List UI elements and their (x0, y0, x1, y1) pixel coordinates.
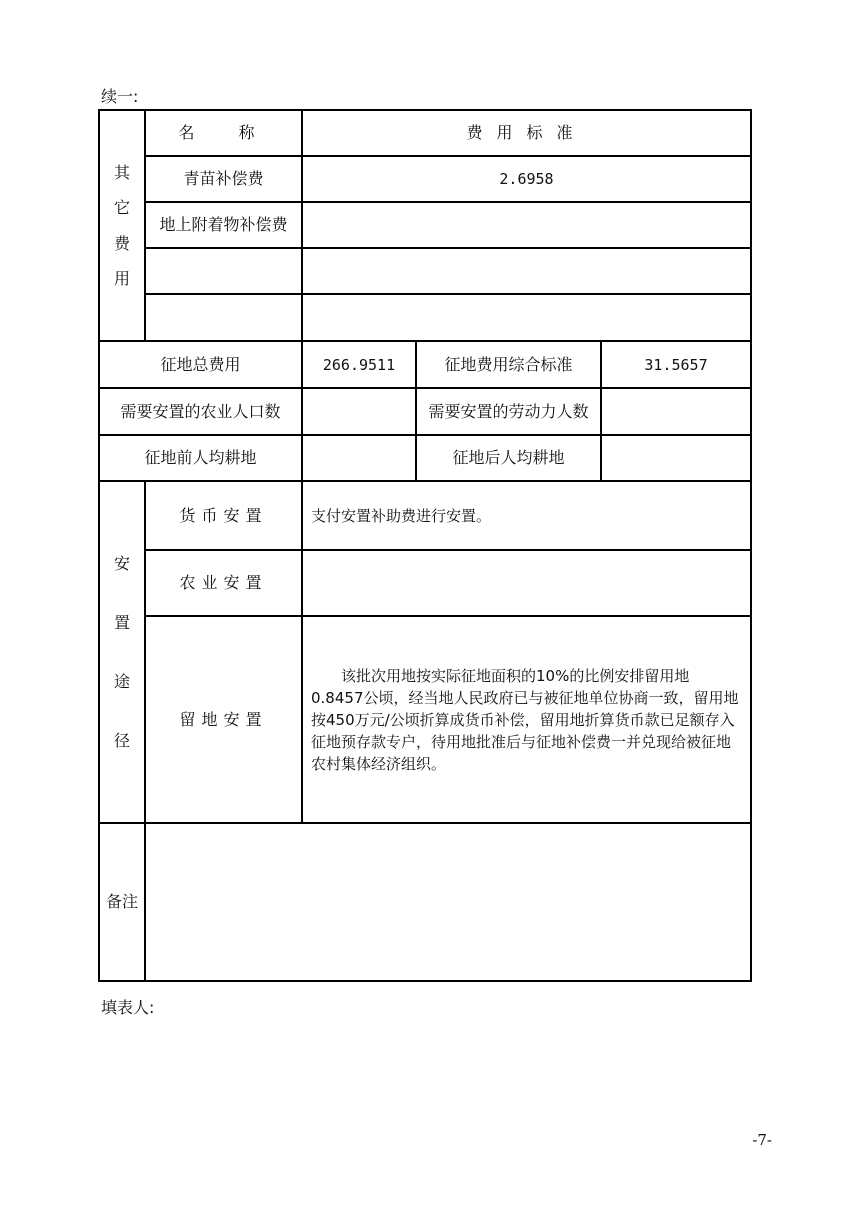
resettlement-group-label (100, 482, 144, 822)
agricultural-resettlement-text (303, 551, 750, 615)
resettlement-char: 置 (113, 612, 130, 632)
farmland-before-label: 征地前人均耕地 (144, 448, 257, 468)
name-column-header: 名 称 (178, 123, 269, 143)
agri-population-label: 需要安置的农业人口数 (120, 401, 281, 421)
reserved-land-text-cell (303, 617, 750, 822)
fee-row-name: 青苗补偿费 (183, 169, 264, 189)
labor-count-label: 需要安置的劳动力人数 (428, 401, 589, 421)
fee-row-name (146, 249, 301, 293)
reserved-land-label: 留地安置 (179, 709, 268, 729)
total-fee-label: 征地总费用 (160, 354, 241, 374)
other-fees-group-label (100, 111, 144, 340)
fee-standard-value: 31.5657 (644, 355, 708, 374)
agri-population-value (303, 389, 415, 434)
other-fees-char: 费 (113, 233, 130, 253)
resettlement-char: 途 (113, 672, 130, 691)
fee-row-value (303, 249, 750, 293)
monetary-resettlement-text: 支付安置补助费进行安置。 (311, 506, 492, 525)
other-fees-char: 用 (113, 268, 130, 288)
monetary-resettlement-label: 货币安置 (179, 505, 268, 525)
fee-row-value (303, 295, 750, 340)
agricultural-resettlement-label: 农业安置 (179, 573, 268, 593)
resettlement-char: 径 (113, 731, 130, 751)
remarks-value (146, 824, 750, 980)
farmland-after-label: 征地后人均耕地 (452, 448, 565, 468)
fee-row-name (146, 295, 301, 340)
reserved-land-text: 该批次用地按实际征地面积的10%的比例安排留用地0.8457公顷，经当地人民政府已与被征地单位协商一致，留用地按450万元/公顷折算成货币补偿，留用地折算货币款已足额存入征地预存款专户，待用地批准后与征地补偿费一并兑现给被征地农村集体经济组织。 (311, 666, 739, 773)
fee-row-value (303, 203, 750, 247)
farmland-after-value (602, 436, 750, 480)
fee-row-value: 2.6958 (499, 170, 554, 188)
filler-label: 填表人: (101, 998, 155, 1017)
standard-column-header: 费用标准 (466, 123, 587, 143)
page-number: -7- (752, 1131, 772, 1149)
fee-row-name: 地上附着物补偿费 (159, 215, 288, 235)
other-fees-char: 它 (113, 198, 130, 218)
remarks-label: 备注 (105, 892, 138, 912)
farmland-before-value (303, 436, 415, 480)
labor-count-value (602, 389, 750, 434)
other-fees-char: 其 (113, 163, 130, 183)
fee-standard-label: 征地费用综合标准 (444, 354, 573, 374)
resettlement-char: 安 (113, 553, 130, 573)
continuation-note: 续一: (101, 87, 139, 106)
total-fee-value: 266.9511 (322, 355, 396, 374)
